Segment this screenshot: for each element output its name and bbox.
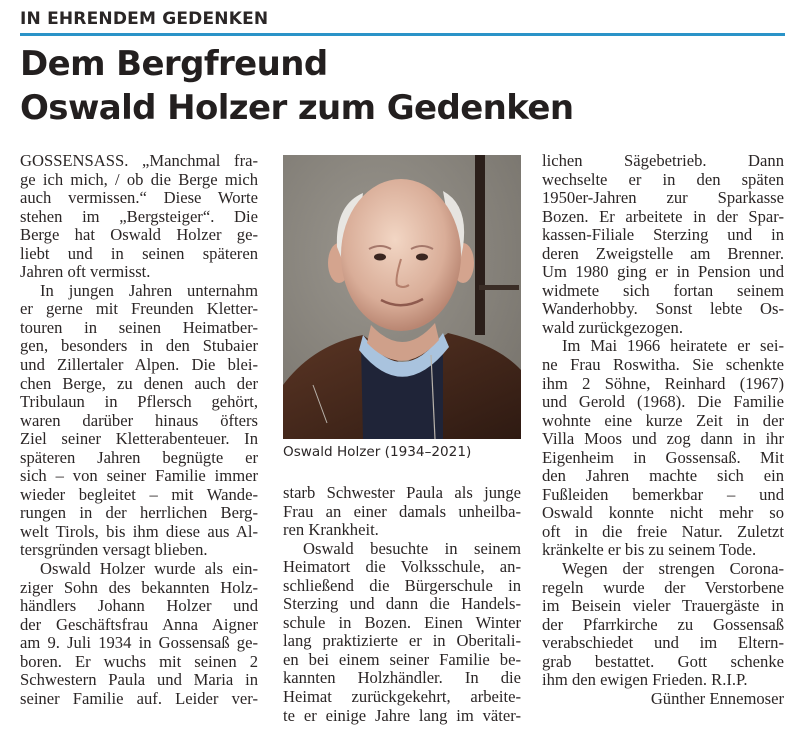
text-line: tersgründen versagt blieben.	[20, 540, 208, 560]
text-line: ne Frau Roswitha. Sie schenkte	[542, 355, 784, 375]
text-line: 1950er-Jahren zur Sparkasse	[542, 188, 784, 208]
text-line: späteren Jahren begnügte er	[20, 447, 258, 467]
text-line: wald zurückgezogen.	[542, 317, 683, 337]
text-line: der Pfarrkirche zu Gossensaß	[542, 614, 784, 634]
text-line: rungen in der herrlichen Berg-	[20, 503, 258, 523]
text-line: Tribulaun in Pflersch gehört,	[20, 392, 258, 412]
photo-caption: Oswald Holzer (1934–2021)	[283, 444, 472, 460]
text-line: Im Mai 1966 heiratete er sei-	[562, 336, 784, 356]
text-line: Villa Moos und zog dann in ihr	[542, 429, 784, 449]
text-line: ihm 2 Söhne, Reinhard (1967)	[542, 373, 784, 393]
author-byline: Günther Ennemoser	[650, 688, 784, 708]
headline-line-1: Dem Bergfreund	[20, 44, 328, 84]
text-line: GOSSENSASS. „Manchmal fra-	[20, 151, 258, 170]
text-line: händlers Johann Holzer und	[20, 596, 258, 616]
headline-line-2: Oswald Holzer zum Gedenken	[20, 88, 574, 128]
text-line: seiner Familie auf. Leider ver-	[20, 688, 258, 708]
text-line: auch vermissen.“ Diese Worte	[20, 188, 258, 208]
text-line: In jungen Jahren unternahm	[40, 280, 258, 300]
text-line: im Beisein vieler Trauergäste in	[542, 596, 784, 616]
text-line: oft in die freie Natur. Zuletzt	[542, 521, 784, 541]
text-line: Frau an einer damals unheilba-	[283, 501, 521, 521]
text-line: er gerne mit Freunden Kletter-	[20, 299, 258, 319]
text-line: touren in seinen Heimatber-	[20, 317, 258, 337]
text-line: ihm den ewigen Frieden. R.I.P.	[542, 670, 748, 690]
text-line: Oswald Holzer wurde als ein-	[40, 559, 258, 579]
text-line: Wegen der strengen Corona-	[562, 559, 784, 579]
text-line: deren Zweigstelle am Brenner.	[542, 243, 784, 263]
text-line: kannten Holzhändler. In die	[283, 668, 521, 688]
text-line: schule in Bozen. Einen Winter	[283, 612, 521, 632]
text-line: Wanderhobby. Sonst lebte Os-	[542, 299, 784, 319]
text-line: Heimat zurückgekehrt, arbeite-	[283, 687, 521, 707]
section-kicker: IN EHRENDEM GEDENKEN	[20, 8, 785, 36]
text-line: und Gerold (1968). Die Familie	[542, 392, 784, 412]
text-line: Oswald besuchte in seinem	[303, 538, 521, 558]
text-line: sich – von seiner Familie immer	[20, 466, 258, 486]
text-line: wechselte er in den späten	[542, 169, 784, 189]
headline	[20, 42, 780, 130]
text-line: te er einige Jahre lang im väter-	[283, 705, 521, 725]
text-line: kränkelte er bis zu seinem Tode.	[542, 540, 757, 560]
portrait-photo	[283, 155, 521, 439]
text-line: waren darüber hinaus öfters	[20, 410, 258, 430]
text-line: starb Schwester Paula als junge	[283, 483, 521, 502]
text-line: und Zillertaler Alpen. Die blei-	[20, 355, 258, 375]
text-line: chen Berge, zu denen auch der	[20, 373, 258, 393]
text-line: widmete sich fortan seinem	[542, 280, 784, 300]
text-line: ren Krankheit.	[283, 520, 379, 540]
text-line: Bozen. Er arbeitete in der Spar-	[542, 206, 784, 226]
text-line: Fußleiden bemerkbar – und	[542, 484, 784, 504]
text-line: regeln wurde der Verstorbene	[542, 577, 784, 597]
text-line: am 9. Juli 1934 in Gossensaß ge-	[20, 633, 258, 653]
article-column-1	[20, 152, 258, 708]
text-line: Schwestern Paula und Maria in	[20, 670, 258, 690]
text-line: verabschiedet und im Eltern-	[542, 633, 784, 653]
text-line: Heimatort die Volksschule, an-	[283, 557, 521, 577]
text-line: stehen im „Bergsteiger“. Die	[20, 206, 258, 226]
text-line: liebt und in seinen späteren	[20, 243, 258, 263]
text-line: ge ich mich, / ob die Berge mich	[20, 169, 258, 189]
text-line: kassen-Filiale Sterzing und in	[542, 225, 784, 245]
text-line: Um 1980 ging er in Pension und	[542, 262, 784, 282]
text-line: Berge hat Oswald Holzer ge-	[20, 225, 258, 245]
text-line: welt Tirols, bis ihm diese aus Al-	[20, 521, 258, 541]
text-line: ziger Sohn des bekannten Holz-	[20, 577, 258, 597]
text-line: boren. Er wuchs mit seinen 2	[20, 651, 258, 671]
text-line: Oswald konnte nicht mehr so	[542, 503, 784, 523]
text-line: Ziel seiner Kletterabenteuer. In	[20, 429, 258, 449]
text-line: schließend die Bürgerschule in	[283, 575, 521, 595]
text-line: den Jahren machte sich ein	[542, 466, 784, 486]
text-line: en bei einem seiner Familie be-	[283, 649, 521, 669]
text-line: lang praktizierte er in Oberitali-	[283, 631, 521, 651]
text-line: wohnte eine kurze Zeit in der	[542, 410, 784, 430]
text-line: Jahren oft vermisst.	[20, 262, 151, 282]
text-line: Eigenheim in Gossensaß. Mit	[542, 447, 784, 467]
text-line: der Geschäftsfrau Anna Aigner	[20, 614, 258, 634]
text-line: wieder begleitet – mit Wande-	[20, 484, 258, 504]
portrait-image	[283, 155, 521, 439]
text-line: lichen Sägebetrieb. Dann	[542, 151, 784, 170]
text-line: Sterzing und dann die Handels-	[283, 594, 521, 614]
article-column-2	[283, 484, 521, 725]
text-line: gen, besonders in den Stubaier	[20, 336, 258, 356]
text-line: grab bestattet. Gott schenke	[542, 651, 784, 671]
article-column-3	[542, 152, 784, 708]
